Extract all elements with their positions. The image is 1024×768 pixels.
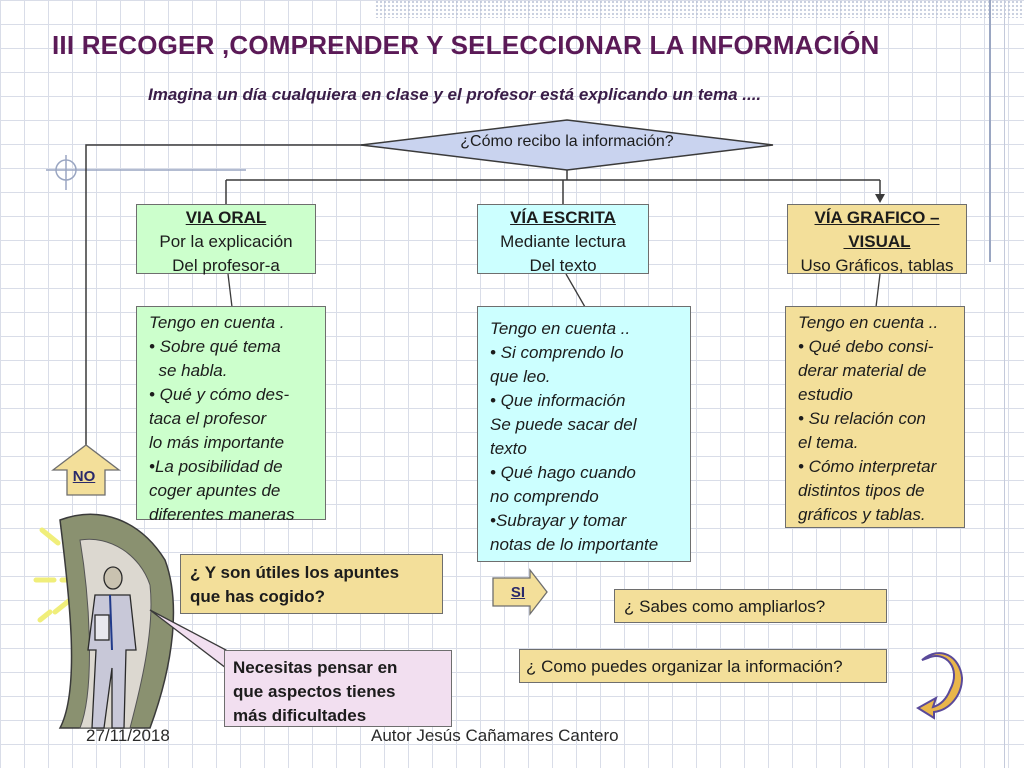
oral-notes-box: [136, 306, 326, 524]
note-line: texto: [490, 439, 527, 458]
note-line: • Qué hago cuando: [490, 463, 636, 482]
via-oral-line: Del profesor-a: [172, 256, 280, 275]
note-line: se habla.: [149, 361, 228, 380]
page-subtitle: Imagina un día cualquiera en clase y el profesor está explicando un tema ....: [148, 85, 762, 104]
ampliar-question-box: ¿ Sabes como ampliarlos?: [614, 589, 887, 623]
via-oral-heading: VIA ORAL: [185, 208, 267, 227]
via-escrita-line: Del texto: [529, 256, 597, 275]
note-line: • Sobre qué tema: [149, 337, 281, 356]
necesitas-line: más dificultades: [233, 706, 367, 725]
note-line: • Qué debo consi-: [798, 337, 934, 356]
question-diamond-label: ¿Cómo recibo la información?: [460, 133, 674, 150]
via-escrita-box: [477, 204, 649, 274]
note-line: taca el profesor: [149, 409, 267, 428]
note-line: el tema.: [798, 433, 859, 452]
note-line: Se puede sacar del: [490, 415, 637, 434]
via-grafico-heading-2: VISUAL: [843, 232, 911, 251]
grafico-notes-box: [785, 306, 965, 528]
via-oral-line: Por la explicación: [159, 232, 293, 251]
note-line: Tengo en cuenta ..: [798, 313, 939, 332]
crosshair-icon: [46, 155, 246, 190]
footer-date: 27/11/2018: [86, 726, 170, 745]
note-line: • Su relación con: [798, 409, 926, 428]
page-title: III RECOGER ,COMPRENDER Y SELECCIONAR LA INFORMACIÓN: [52, 30, 880, 60]
via-grafico-box: [787, 204, 967, 274]
footer-author: Autor Jesús Cañamares Cantero: [371, 726, 619, 745]
note-line: lo más importante: [149, 433, 285, 452]
organizar-question-box: ¿ Como puedes organizar la información?: [519, 649, 887, 683]
escrita-notes-box: [477, 306, 691, 562]
no-label: NO: [72, 468, 96, 485]
via-oral-box: [136, 204, 316, 274]
note-line: estudio: [798, 385, 853, 404]
note-line: • Que información: [490, 391, 626, 410]
apuntes-line: ¿ Y son útiles los apuntes: [190, 563, 400, 582]
note-line: no comprendo: [490, 487, 599, 506]
necesitas-box: [224, 650, 452, 727]
note-line: que leo.: [490, 367, 551, 386]
necesitas-line: que aspectos tienes: [233, 682, 396, 701]
via-escrita-heading: VÍA ESCRITA: [510, 208, 616, 227]
via-grafico-line: Uso Gráficos, tablas: [800, 256, 954, 275]
via-escrita-line: Mediante lectura: [500, 232, 626, 251]
note-line: • Cómo interpretar: [798, 457, 937, 476]
note-line: • Qué y cómo des-: [149, 385, 290, 404]
arrowhead-grafico: [875, 194, 885, 203]
note-line: Tengo en cuenta .: [149, 313, 285, 332]
si-label: SI: [510, 584, 526, 601]
via-grafico-heading: VÍA GRAFICO –: [814, 208, 940, 227]
note-line: Tengo en cuenta ..: [490, 319, 631, 338]
apuntes-line: que has cogido?: [190, 587, 326, 606]
note-line: distintos tipos de: [798, 481, 925, 500]
note-line: notas de lo importante: [490, 535, 659, 554]
note-line: gráficos y tablas.: [798, 505, 926, 524]
note-line: diferentes maneras: [149, 505, 295, 524]
apuntes-question-box: [180, 554, 443, 614]
necesitas-line: Necesitas pensar en: [233, 658, 398, 677]
note-line: •La posibilidad de: [149, 457, 283, 476]
note-line: •Subrayar y tomar: [490, 511, 627, 530]
curved-return-arrow-icon: [918, 653, 962, 718]
note-line: • Si comprendo lo: [490, 343, 624, 362]
note-line: derar material de: [798, 361, 927, 380]
note-line: coger apuntes de: [149, 481, 281, 500]
